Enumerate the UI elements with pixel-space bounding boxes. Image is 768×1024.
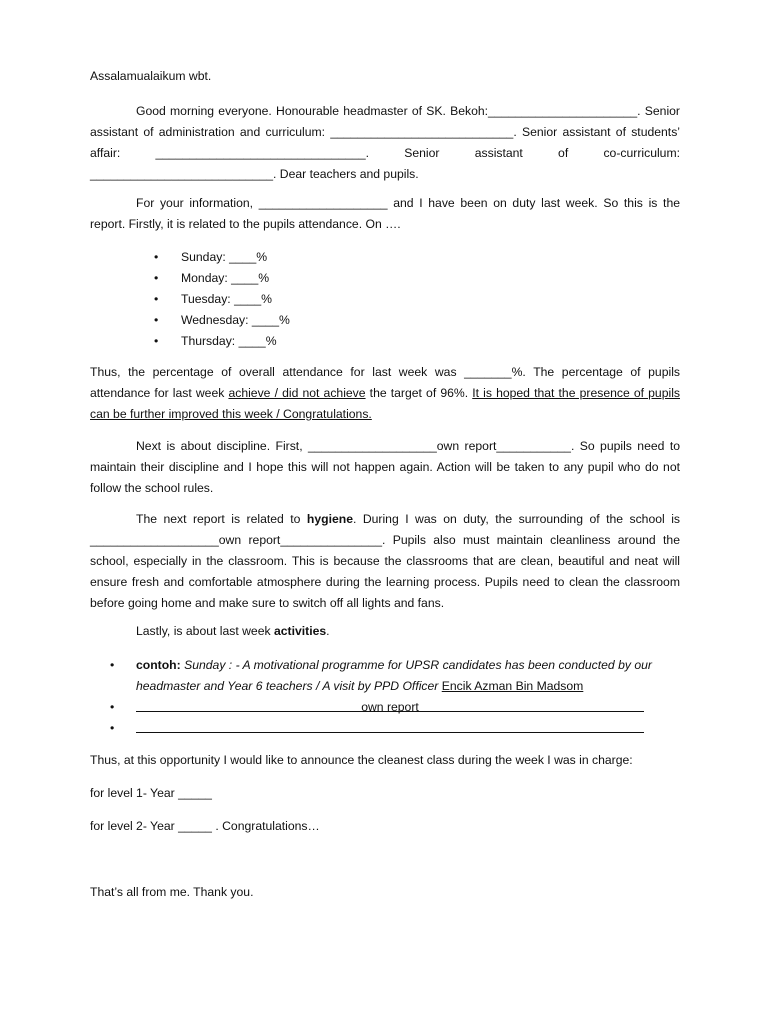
attendance-item-monday: • Monday: ____% (154, 268, 290, 289)
attendance-item-wednesday: • Wednesday: ____% (154, 310, 290, 331)
level-1-line: for level 1- Year _____ (90, 786, 212, 800)
paragraph-opening: Good morning everyone. Honourable headmaster of SK. Bekoh:______________________. Senior assistant of administration and curriculum: ___________________________. Senior assistant of students’ affair: _______________________________. Senior assistant of co-curriculum: ___________________________. Dear teachers and pupils. (90, 104, 680, 181)
activity-example-name: Encik Azman Bin Madsom (441, 679, 584, 693)
activity-line-3 (110, 718, 680, 740)
activities-period: . (326, 624, 330, 638)
attendance-summary-text: Thus, the percentage of overall attendance for last week was _______%. The percentage of pupils attendance for last week (90, 365, 680, 400)
attendance-item-thursday: • Thursday: ____% (154, 331, 290, 352)
activities-intro: Lastly, is about last week (136, 624, 274, 638)
closing-line: That’s all from me. Thank you. (90, 885, 254, 899)
activity-example-label: contoh: (136, 658, 181, 672)
paragraph-activities (90, 621, 680, 642)
attendance-target-text: the target of 96%. (365, 386, 473, 400)
hygiene-blank: ___________________own report_______________ (90, 533, 382, 547)
greeting: Assalamualaikum wbt. (90, 69, 212, 83)
paragraph-hygiene (90, 509, 680, 614)
activity-example (110, 655, 680, 697)
discipline-blank: ___________________own report___________ (308, 439, 571, 453)
activity-line-2-blank: own report (136, 697, 644, 712)
hygiene-keyword: hygiene (306, 512, 353, 526)
activity-line-2 (110, 697, 680, 718)
hygiene-intro: The next report is related to (136, 512, 307, 526)
activities-list (110, 655, 680, 740)
attendance-list (154, 247, 290, 352)
activity-example-text: Sunday : - A motivational programme for UPSR candidates has been conducted by our headmaster and Year 6 teachers / A visit by PPD Officer (136, 658, 652, 693)
discipline-intro: Next is about discipline. First, (136, 439, 308, 453)
level-2-line: for level 2- Year _____ . Congratulations… (90, 819, 320, 833)
discipline-text: . So pupils need to maintain their discipline and I hope this will not happen again. Action will be taken to any pupil who do not follow the school rules. (90, 439, 680, 495)
activity-line-3-blank (136, 718, 644, 733)
paragraph-attendance-summary (90, 362, 680, 425)
attendance-item-sunday: • Sunday: ____% (154, 247, 290, 268)
hygiene-text-2: . Pupils also must maintain cleanliness around the school, especially in the classroom. This is because the classrooms that are clean, beautiful and neat will ensure fresh and comfortable atmosphere during the learning process. Pupils need to clean the classroom before going home and make sure to switch off all lights and fans. (90, 533, 680, 610)
hygiene-text: . During I was on duty, the surrounding of the school is (352, 512, 680, 526)
activities-keyword: activities (273, 624, 327, 638)
paragraph-discipline (90, 436, 680, 499)
attendance-hope-text: It is hoped that the presence of pupils can be further improved this week / Congratulations. (90, 386, 680, 421)
paragraph-duty-intro: For your information, ___________________ and I have been on duty last week. So this is the report. Firstly, it is related to the pupils attendance. On …. (90, 196, 680, 231)
paragraph-cleanest-class: Thus, at this opportunity I would like to announce the cleanest class during the week I was in charge: (90, 753, 633, 767)
achieve-option: achieve / did not achieve (228, 386, 366, 400)
attendance-item-tuesday: • Tuesday: ____% (154, 289, 290, 310)
